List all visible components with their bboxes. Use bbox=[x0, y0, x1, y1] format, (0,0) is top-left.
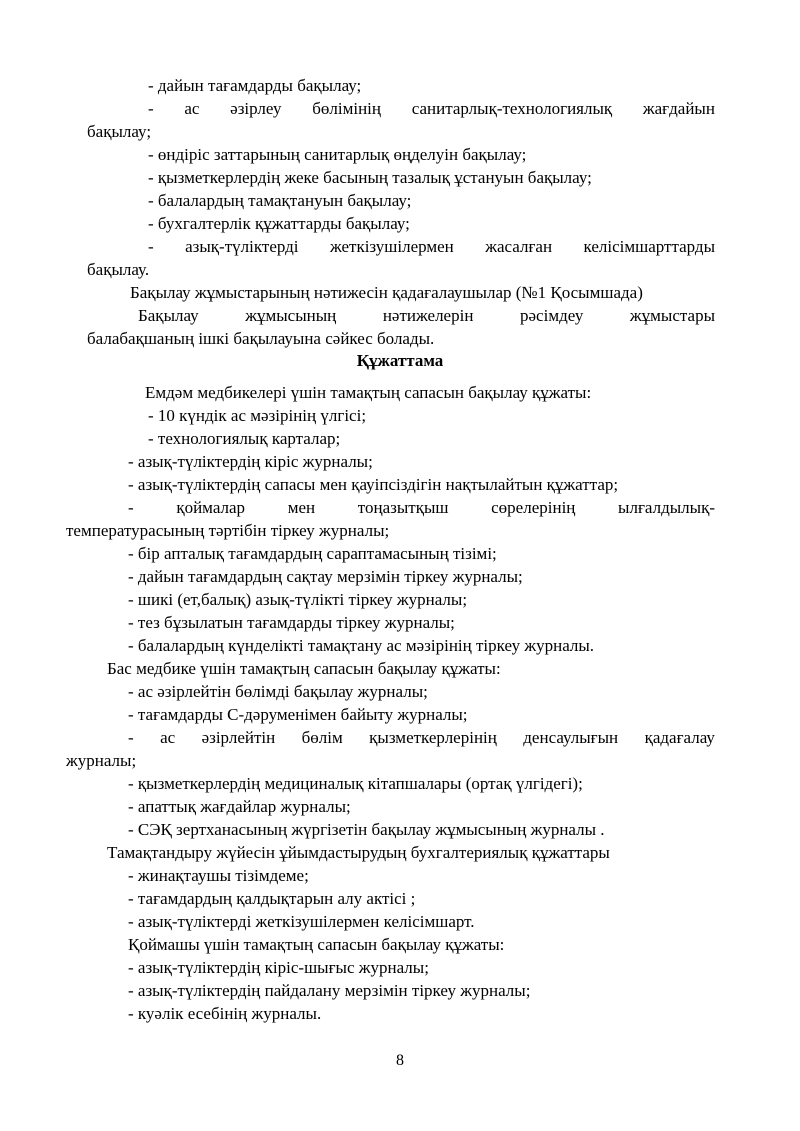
list-item: - қызметкерлердің медициналық кітапшалары (ортақ үлгідегі); bbox=[128, 774, 583, 793]
list-item: - азық-түліктердің сапасы мен қауіпсіздігін нақтылайтын құжаттар; bbox=[128, 475, 619, 494]
list-item: - ас әзірлеу бөлімінің санитарлық-технологиялық жағдайын bbox=[148, 99, 715, 118]
section-heading: Құжаттама bbox=[356, 351, 444, 370]
list-item: - тағамдарды С-дәруменімен байыту журналы; bbox=[128, 705, 468, 724]
list-item: - куәлік есебінің журналы. bbox=[128, 1004, 322, 1023]
list-item: - жинақтаушы тізімдеме; bbox=[128, 866, 309, 885]
list-item: - 10 күндік ас мәзірінің үлгісі; bbox=[148, 406, 367, 425]
list-item: - технологиялық карталар; bbox=[148, 429, 341, 448]
list-item: - азық-түліктерді жеткізушілермен келісімшарт. bbox=[128, 912, 475, 931]
list-item: - өндіріс заттарының санитарлық өңделуін бақылау; bbox=[148, 145, 527, 164]
list-item: - апаттық жағдайлар журналы; bbox=[128, 797, 351, 816]
paragraph: Бақылау жұмыстарының нәтижесін қадағалаушылар (№1 Қосымшада) bbox=[130, 283, 643, 302]
list-item: - тез бұзылатын тағамдарды тіркеу журналы; bbox=[128, 613, 455, 632]
paragraph: Емдәм медбикелері үшін тамақтың сапасын бақылау құжаты: bbox=[145, 383, 592, 402]
paragraph: Бас медбике үшін тамақтың сапасын бақылау құжаты: bbox=[107, 659, 501, 678]
list-item: - ас әзірлейтін бөлімді бақылау журналы; bbox=[128, 682, 428, 701]
list-item: - балалардың күнделікті тамақтану ас мәзірінің тіркеу журналы. bbox=[128, 636, 595, 655]
list-item: - тағамдардың қалдықтарын алу актісі ; bbox=[128, 889, 416, 908]
list-item: - бухгалтерлік құжаттарды бақылау; bbox=[148, 214, 410, 233]
list-item: - азық-түліктердің пайдалану мерзімін тіркеу журналы; bbox=[128, 981, 531, 1000]
paragraph: Тамақтандыру жүйесін ұйымдастырудың бухгалтериялық құжаттары bbox=[107, 843, 610, 862]
paragraph: Қоймашы үшін тамақтың сапасын бақылау құжаты: bbox=[128, 935, 505, 954]
list-item: - азық-түліктердің кіріс журналы; bbox=[128, 452, 373, 471]
list-item: - азық-түліктердің кіріс-шығыс журналы; bbox=[128, 958, 429, 977]
list-item: - қоймалар мен тоңазытқыш сөрелерінің ылғалдылық- bbox=[128, 498, 715, 517]
paragraph: Бақылау жұмысының нәтижелерін рәсімдеу жұмыстары bbox=[138, 306, 715, 325]
list-item: - азық-түліктерді жеткізушілермен жасалған келісімшарттарды bbox=[148, 237, 715, 256]
list-item-continuation: бақылау; bbox=[87, 122, 152, 141]
paragraph: балабақшаның ішкі бақылауына сәйкес болады. bbox=[87, 329, 435, 348]
list-item: - шикі (ет,балық) азық-түлікті тіркеу журналы; bbox=[128, 590, 468, 609]
list-item-continuation: журналы; bbox=[66, 751, 137, 770]
list-item: - ас әзірлейтін бөлім қызметкерлерінің денсаулығын қадағалау bbox=[128, 728, 715, 747]
list-item-continuation: бақылау. bbox=[87, 260, 150, 279]
list-item: - СЭҚ зертханасының жүргізетін бақылау жұмысының журналы . bbox=[128, 820, 605, 839]
list-item: - дайын тағамдардың сақтау мерзімін тіркеу журналы; bbox=[128, 567, 523, 586]
list-item-continuation: температурасының тәртібін тіркеу журналы; bbox=[66, 521, 390, 540]
list-item: - дайын тағамдарды бақылау; bbox=[148, 76, 362, 95]
list-item: - бір апталық тағамдардың сараптамасының тізімі; bbox=[128, 544, 497, 563]
list-item: - қызметкерлердің жеке басының тазалық ұстануын бақылау; bbox=[148, 168, 592, 187]
page-number: 8 bbox=[396, 1052, 404, 1069]
list-item: - балалардың тамақтануын бақылау; bbox=[148, 191, 412, 210]
